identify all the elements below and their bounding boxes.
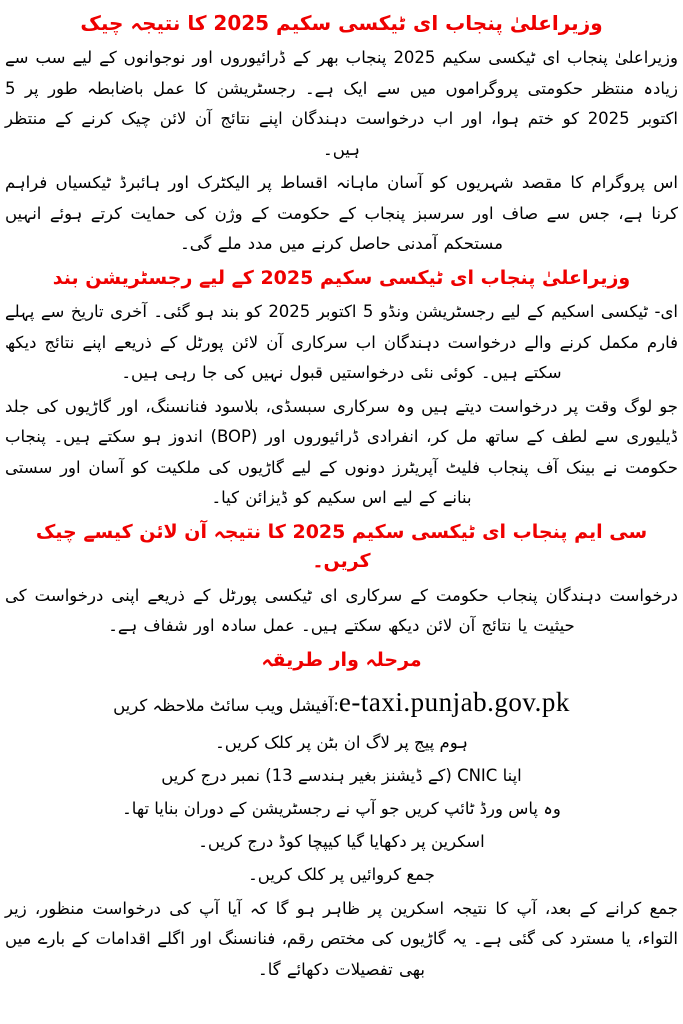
benefits-paragraph: جو لوگ وقت پر درخواست دیتے ہیں وہ سرکاری سبسڈی، بلاسود فنانسنگ، اور گاڑیوں کی جلد ڈیلیوری سے لطف کے ساتھ مل کر، انفرادی ڈرائیوروں اور (BOP) اندوز ہو سکتے ہیں۔ پنجاب حکومت نے بینک آف پنجاب فلیٹ آپریٹرز دونوں کے لیے گاڑیوں کی ملکیت کو آسان اور سستی بنانے کے لیے اس سکیم کو ڈیزائن کیا۔	[5, 396, 678, 508]
step-enter-password: وہ پاس ورڈ ٹائپ کریں جو آپ نے رجسٹریشن کے دوران بنایا تھا۔	[122, 798, 561, 818]
step-enter-captcha: اسکرین پر دکھایا گیا کیپچا کوڈ درج کریں۔	[198, 831, 485, 851]
result-check-heading: سی ایم پنجاب ای ٹیکسی سکیم 2025 کا نتیجہ آن لائن کیسے چیک کریں۔	[35, 520, 648, 573]
step-visit-website-text: :آفیشل ویب سائٹ ملاحظہ کریں	[113, 696, 339, 715]
website-url: e-taxi.punjab.gov.pk	[338, 687, 570, 717]
step-visit-website	[5, 679, 678, 726]
article-title: وزیراعلیٰ پنجاب ای ٹیکسی سکیم 2025 کا نتیجہ چیک	[80, 11, 603, 35]
steps-list	[5, 679, 678, 891]
registration-closed-paragraph: ای- ٹیکسی اسکیم کے لیے رجسٹریشن ونڈو 5 اکتوبر 2025 کو بند ہو گئی۔ آخری تاریخ سے پہلے فارم مکمل کرنے والے درخواست دہندگان اب سرکاری آن لائن پورٹل کے ذریعے اپنے نتائج دیکھ سکتے ہیں۔ کوئی نئی درخواستیں قبول نہیں کی جا رہی ہیں۔	[5, 302, 678, 383]
step-click-submit: جمع کروائیں پر کلک کریں۔	[248, 864, 435, 884]
step-click-login: ہوم پیج پر لاگ ان بٹن پر کلک کریں۔	[215, 732, 468, 752]
registration-closed-heading: وزیراعلیٰ پنجاب ای ٹیکسی سکیم 2025 کے لیے رجسٹریشن بند	[52, 266, 631, 289]
intro-paragraph: وزیراعلیٰ پنجاب ای ٹیکسی سکیم 2025 پنجاب بھر کے ڈرائیوروں اور نوجوانوں کے لیے سب سے زیادہ منتظر حکومتی پروگراموں میں سے ایک ہے۔ رجسٹریشن کا عمل باضابطہ طور پر 5 اکتوبر 2025 کو ختم ہوا، اور اب درخواست دہندگان اپنے نتائج آن لائن چیک کرنے کے منتظر ہیں۔	[5, 48, 678, 159]
step-enter-cnic: اپنا CNIC (کے ڈیشنز بغیر ہندسے 13) نمبر درج کریں	[161, 765, 522, 785]
result-check-paragraph: درخواست دہندگان پنجاب حکومت کے سرکاری ای ٹیکسی پورٹل کے ذریعے اپنی درخواست کی حیثیت یا نتائج آن لائن دیکھ سکتے ہیں۔ عمل سادہ اور شفاف ہے۔	[5, 585, 678, 636]
result-display-paragraph: جمع کرانے کے بعد، آپ کا نتیجہ اسکرین پر ظاہر ہو گا کہ آیا آپ کی درخواست منظور، زیر التواء، یا مسترد کی گئی ہے۔ یہ گاڑیوں کی مختص رقم، فنانسنگ اور اگلے اقدامات کے بارے میں بھی تفصیلات دکھائے گا۔	[5, 898, 678, 979]
purpose-paragraph: اس پروگرام کا مقصد شہریوں کو آسان ماہانہ اقساط پر الیکٹرک اور ہائبرڈ ٹیکسیاں فراہم کرنا ہے، جس سے صاف اور سرسبز پنجاب کے حکومت کے وژن کی حمایت کرتے ہوئے انہیں مستحکم آمدنی حاصل کرنے میں مدد ملے گی۔	[5, 173, 678, 254]
procedure-heading: مرحلہ وار طریقہ	[261, 648, 422, 671]
